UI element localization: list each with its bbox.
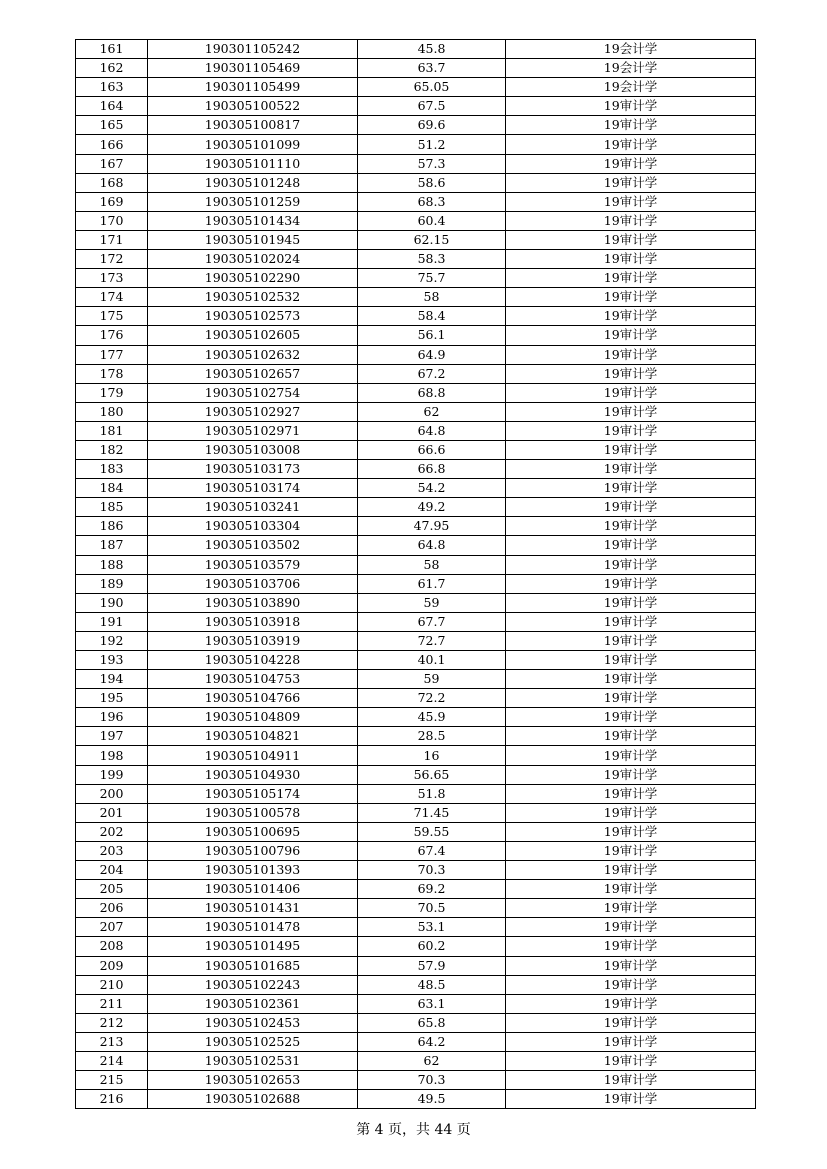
row-number-cell: 211 <box>76 994 148 1013</box>
class-cell: 19审计学 <box>506 536 756 555</box>
table-row <box>76 192 756 211</box>
row-number-cell: 176 <box>76 326 148 345</box>
score-cell: 45.9 <box>358 708 506 727</box>
class-cell: 19审计学 <box>506 192 756 211</box>
row-number-cell: 175 <box>76 307 148 326</box>
row-number-cell: 203 <box>76 841 148 860</box>
student-id-cell: 190305102605 <box>148 326 358 345</box>
score-cell: 70.3 <box>358 1071 506 1090</box>
table-row <box>76 288 756 307</box>
class-cell: 19会计学 <box>506 59 756 78</box>
table-row <box>76 498 756 517</box>
row-number-cell: 165 <box>76 116 148 135</box>
score-cell: 65.05 <box>358 78 506 97</box>
table-row <box>76 1071 756 1090</box>
score-cell: 67.2 <box>358 364 506 383</box>
score-table <box>75 39 756 1109</box>
table-row <box>76 536 756 555</box>
row-number-cell: 162 <box>76 59 148 78</box>
class-cell: 19审计学 <box>506 250 756 269</box>
row-number-cell: 174 <box>76 288 148 307</box>
student-id-cell: 190305102024 <box>148 250 358 269</box>
student-id-cell: 190305101406 <box>148 880 358 899</box>
table-row <box>76 135 756 154</box>
row-number-cell: 185 <box>76 498 148 517</box>
row-number-cell: 161 <box>76 40 148 59</box>
class-cell: 19审计学 <box>506 803 756 822</box>
table-row <box>76 574 756 593</box>
score-cell: 67.4 <box>358 841 506 860</box>
class-cell: 19审计学 <box>506 651 756 670</box>
row-number-cell: 192 <box>76 631 148 650</box>
row-number-cell: 187 <box>76 536 148 555</box>
student-id-cell: 190305101495 <box>148 937 358 956</box>
student-id-cell: 190305100796 <box>148 841 358 860</box>
student-id-cell: 190305102927 <box>148 402 358 421</box>
student-id-cell: 190305102525 <box>148 1032 358 1051</box>
score-cell: 69.2 <box>358 880 506 899</box>
class-cell: 19审计学 <box>506 230 756 249</box>
class-cell: 19审计学 <box>506 765 756 784</box>
table-row <box>76 383 756 402</box>
student-id-cell: 190305102688 <box>148 1090 358 1109</box>
class-cell: 19审计学 <box>506 822 756 841</box>
class-cell: 19审计学 <box>506 612 756 631</box>
class-cell: 19审计学 <box>506 1071 756 1090</box>
table-row <box>76 593 756 612</box>
student-id-cell: 190305104766 <box>148 689 358 708</box>
row-number-cell: 212 <box>76 1013 148 1032</box>
score-cell: 67.7 <box>358 612 506 631</box>
score-cell: 64.9 <box>358 345 506 364</box>
score-cell: 60.2 <box>358 937 506 956</box>
student-id-cell: 190305104809 <box>148 708 358 727</box>
score-cell: 59 <box>358 593 506 612</box>
student-id-cell: 190305104821 <box>148 727 358 746</box>
row-number-cell: 170 <box>76 211 148 230</box>
table-row <box>76 1051 756 1070</box>
student-id-cell: 190305102971 <box>148 421 358 440</box>
score-cell: 49.2 <box>358 498 506 517</box>
student-id-cell: 190305100695 <box>148 822 358 841</box>
score-cell: 65.8 <box>358 1013 506 1032</box>
table-row <box>76 975 756 994</box>
table-row <box>76 211 756 230</box>
score-cell: 47.95 <box>358 517 506 536</box>
row-number-cell: 209 <box>76 956 148 975</box>
score-cell: 45.8 <box>358 40 506 59</box>
student-id-cell: 190305103919 <box>148 631 358 650</box>
row-number-cell: 215 <box>76 1071 148 1090</box>
student-id-cell: 190305102243 <box>148 975 358 994</box>
table-row <box>76 899 756 918</box>
score-cell: 40.1 <box>358 651 506 670</box>
row-number-cell: 168 <box>76 173 148 192</box>
student-id-cell: 190305104753 <box>148 670 358 689</box>
class-cell: 19审计学 <box>506 1032 756 1051</box>
score-cell: 58.3 <box>358 250 506 269</box>
score-cell: 63.1 <box>358 994 506 1013</box>
class-cell: 19审计学 <box>506 937 756 956</box>
score-cell: 51.8 <box>358 784 506 803</box>
class-cell: 19审计学 <box>506 154 756 173</box>
table-row <box>76 345 756 364</box>
score-cell: 70.5 <box>358 899 506 918</box>
class-cell: 19审计学 <box>506 555 756 574</box>
table-row <box>76 173 756 192</box>
student-id-cell: 190305104228 <box>148 651 358 670</box>
row-number-cell: 214 <box>76 1051 148 1070</box>
class-cell: 19审计学 <box>506 956 756 975</box>
row-number-cell: 193 <box>76 651 148 670</box>
student-id-cell: 190301105499 <box>148 78 358 97</box>
student-id-cell: 190305100817 <box>148 116 358 135</box>
row-number-cell: 190 <box>76 593 148 612</box>
student-id-cell: 190305102531 <box>148 1051 358 1070</box>
student-id-cell: 190305103579 <box>148 555 358 574</box>
class-cell: 19审计学 <box>506 383 756 402</box>
table-row <box>76 230 756 249</box>
row-number-cell: 197 <box>76 727 148 746</box>
row-number-cell: 180 <box>76 402 148 421</box>
table-row <box>76 841 756 860</box>
student-id-cell: 190305100522 <box>148 97 358 116</box>
score-cell: 48.5 <box>358 975 506 994</box>
row-number-cell: 169 <box>76 192 148 211</box>
row-number-cell: 164 <box>76 97 148 116</box>
class-cell: 19审计学 <box>506 211 756 230</box>
score-cell: 16 <box>358 746 506 765</box>
score-cell: 68.8 <box>358 383 506 402</box>
class-cell: 19审计学 <box>506 994 756 1013</box>
score-cell: 58.6 <box>358 173 506 192</box>
table-row <box>76 765 756 784</box>
score-cell: 68.3 <box>358 192 506 211</box>
table-row <box>76 784 756 803</box>
score-cell: 56.1 <box>358 326 506 345</box>
class-cell: 19审计学 <box>506 631 756 650</box>
row-number-cell: 186 <box>76 517 148 536</box>
student-id-cell: 190305103241 <box>148 498 358 517</box>
class-cell: 19审计学 <box>506 593 756 612</box>
table-row <box>76 708 756 727</box>
row-number-cell: 182 <box>76 440 148 459</box>
table-row <box>76 326 756 345</box>
row-number-cell: 208 <box>76 937 148 956</box>
score-cell: 56.65 <box>358 765 506 784</box>
table-row <box>76 918 756 937</box>
score-cell: 61.7 <box>358 574 506 593</box>
table-row <box>76 479 756 498</box>
student-id-cell: 190305103890 <box>148 593 358 612</box>
row-number-cell: 173 <box>76 269 148 288</box>
table-row <box>76 651 756 670</box>
row-number-cell: 191 <box>76 612 148 631</box>
score-cell: 60.4 <box>358 211 506 230</box>
row-number-cell: 199 <box>76 765 148 784</box>
student-id-cell: 190305103173 <box>148 460 358 479</box>
student-id-cell: 190305102361 <box>148 994 358 1013</box>
row-number-cell: 210 <box>76 975 148 994</box>
class-cell: 19审计学 <box>506 670 756 689</box>
row-number-cell: 189 <box>76 574 148 593</box>
score-cell: 51.2 <box>358 135 506 154</box>
row-number-cell: 201 <box>76 803 148 822</box>
class-cell: 19审计学 <box>506 689 756 708</box>
table-row <box>76 364 756 383</box>
row-number-cell: 207 <box>76 918 148 937</box>
table-row <box>76 250 756 269</box>
table-row <box>76 307 756 326</box>
row-number-cell: 216 <box>76 1090 148 1109</box>
class-cell: 19审计学 <box>506 708 756 727</box>
table-row <box>76 40 756 59</box>
student-id-cell: 190305104911 <box>148 746 358 765</box>
table-row <box>76 612 756 631</box>
student-id-cell: 190301105469 <box>148 59 358 78</box>
class-cell: 19审计学 <box>506 574 756 593</box>
class-cell: 19审计学 <box>506 460 756 479</box>
score-cell: 62 <box>358 1051 506 1070</box>
page-footer: 第 4 页，共 44 页 <box>356 1122 471 1138</box>
class-cell: 19审计学 <box>506 746 756 765</box>
table-row <box>76 1032 756 1051</box>
table-row <box>76 1090 756 1109</box>
score-cell: 64.8 <box>358 421 506 440</box>
score-cell: 59 <box>358 670 506 689</box>
score-cell: 69.6 <box>358 116 506 135</box>
student-id-cell: 190305104930 <box>148 765 358 784</box>
student-id-cell: 190305101478 <box>148 918 358 937</box>
score-table-body <box>76 40 756 1109</box>
student-id-cell: 190305101685 <box>148 956 358 975</box>
row-number-cell: 188 <box>76 555 148 574</box>
table-row <box>76 803 756 822</box>
row-number-cell: 172 <box>76 250 148 269</box>
table-row <box>76 555 756 574</box>
student-id-cell: 190305102653 <box>148 1071 358 1090</box>
student-id-cell: 190305102453 <box>148 1013 358 1032</box>
row-number-cell: 184 <box>76 479 148 498</box>
class-cell: 19审计学 <box>506 135 756 154</box>
table-row <box>76 994 756 1013</box>
row-number-cell: 198 <box>76 746 148 765</box>
table-row <box>76 97 756 116</box>
student-id-cell: 190305102632 <box>148 345 358 364</box>
table-row <box>76 880 756 899</box>
table-row <box>76 631 756 650</box>
score-cell: 63.7 <box>358 59 506 78</box>
row-number-cell: 205 <box>76 880 148 899</box>
score-cell: 28.5 <box>358 727 506 746</box>
row-number-cell: 183 <box>76 460 148 479</box>
class-cell: 19审计学 <box>506 880 756 899</box>
table-row <box>76 1013 756 1032</box>
table-row <box>76 689 756 708</box>
student-id-cell: 190305101110 <box>148 154 358 173</box>
score-cell: 64.2 <box>358 1032 506 1051</box>
student-id-cell: 190305101248 <box>148 173 358 192</box>
class-cell: 19审计学 <box>506 1013 756 1032</box>
score-cell: 57.9 <box>358 956 506 975</box>
row-number-cell: 202 <box>76 822 148 841</box>
table-row <box>76 402 756 421</box>
class-cell: 19审计学 <box>506 498 756 517</box>
class-cell: 19会计学 <box>506 40 756 59</box>
class-cell: 19审计学 <box>506 479 756 498</box>
student-id-cell: 190305101259 <box>148 192 358 211</box>
table-row <box>76 116 756 135</box>
row-number-cell: 179 <box>76 383 148 402</box>
score-cell: 57.3 <box>358 154 506 173</box>
student-id-cell: 190305101945 <box>148 230 358 249</box>
student-id-cell: 190305102290 <box>148 269 358 288</box>
score-cell: 62.15 <box>358 230 506 249</box>
class-cell: 19审计学 <box>506 288 756 307</box>
student-id-cell: 190301105242 <box>148 40 358 59</box>
score-cell: 58 <box>358 288 506 307</box>
student-id-cell: 190305102754 <box>148 383 358 402</box>
table-row <box>76 861 756 880</box>
class-cell: 19审计学 <box>506 1051 756 1070</box>
score-cell: 66.8 <box>358 460 506 479</box>
row-number-cell: 177 <box>76 345 148 364</box>
class-cell: 19审计学 <box>506 269 756 288</box>
score-cell: 58 <box>358 555 506 574</box>
student-id-cell: 190305100578 <box>148 803 358 822</box>
row-number-cell: 167 <box>76 154 148 173</box>
class-cell: 19审计学 <box>506 421 756 440</box>
student-id-cell: 190305103918 <box>148 612 358 631</box>
score-cell: 72.2 <box>358 689 506 708</box>
class-cell: 19审计学 <box>506 918 756 937</box>
table-row <box>76 421 756 440</box>
class-cell: 19审计学 <box>506 97 756 116</box>
student-id-cell: 190305103174 <box>148 479 358 498</box>
class-cell: 19审计学 <box>506 326 756 345</box>
score-cell: 64.8 <box>358 536 506 555</box>
score-cell: 70.3 <box>358 861 506 880</box>
table-row <box>76 460 756 479</box>
score-cell: 75.7 <box>358 269 506 288</box>
table-row <box>76 822 756 841</box>
student-id-cell: 190305103706 <box>148 574 358 593</box>
student-id-cell: 190305103008 <box>148 440 358 459</box>
student-id-cell: 190305101431 <box>148 899 358 918</box>
table-row <box>76 670 756 689</box>
table-row <box>76 727 756 746</box>
class-cell: 19审计学 <box>506 899 756 918</box>
score-cell: 71.45 <box>358 803 506 822</box>
row-number-cell: 204 <box>76 861 148 880</box>
table-row <box>76 937 756 956</box>
student-id-cell: 190305101099 <box>148 135 358 154</box>
table-row <box>76 956 756 975</box>
row-number-cell: 181 <box>76 421 148 440</box>
class-cell: 19审计学 <box>506 402 756 421</box>
score-cell: 58.4 <box>358 307 506 326</box>
class-cell: 19审计学 <box>506 116 756 135</box>
row-number-cell: 206 <box>76 899 148 918</box>
row-number-cell: 163 <box>76 78 148 97</box>
class-cell: 19审计学 <box>506 345 756 364</box>
class-cell: 19会计学 <box>506 78 756 97</box>
row-number-cell: 166 <box>76 135 148 154</box>
table-row <box>76 154 756 173</box>
score-cell: 72.7 <box>358 631 506 650</box>
class-cell: 19审计学 <box>506 517 756 536</box>
row-number-cell: 178 <box>76 364 148 383</box>
score-cell: 53.1 <box>358 918 506 937</box>
class-cell: 19审计学 <box>506 364 756 383</box>
row-number-cell: 196 <box>76 708 148 727</box>
student-id-cell: 190305103304 <box>148 517 358 536</box>
class-cell: 19审计学 <box>506 440 756 459</box>
student-id-cell: 190305101393 <box>148 861 358 880</box>
table-row <box>76 59 756 78</box>
row-number-cell: 171 <box>76 230 148 249</box>
score-cell: 66.6 <box>358 440 506 459</box>
class-cell: 19审计学 <box>506 841 756 860</box>
student-id-cell: 190305102657 <box>148 364 358 383</box>
class-cell: 19审计学 <box>506 173 756 192</box>
class-cell: 19审计学 <box>506 307 756 326</box>
student-id-cell: 190305103502 <box>148 536 358 555</box>
table-row <box>76 746 756 765</box>
score-cell: 62 <box>358 402 506 421</box>
row-number-cell: 194 <box>76 670 148 689</box>
student-id-cell: 190305102573 <box>148 307 358 326</box>
class-cell: 19审计学 <box>506 784 756 803</box>
score-cell: 67.5 <box>358 97 506 116</box>
row-number-cell: 200 <box>76 784 148 803</box>
row-number-cell: 195 <box>76 689 148 708</box>
table-row <box>76 440 756 459</box>
class-cell: 19审计学 <box>506 975 756 994</box>
score-cell: 59.55 <box>358 822 506 841</box>
class-cell: 19审计学 <box>506 1090 756 1109</box>
score-cell: 54.2 <box>358 479 506 498</box>
table-row <box>76 517 756 536</box>
class-cell: 19审计学 <box>506 727 756 746</box>
row-number-cell: 213 <box>76 1032 148 1051</box>
student-id-cell: 190305101434 <box>148 211 358 230</box>
student-id-cell: 190305102532 <box>148 288 358 307</box>
class-cell: 19审计学 <box>506 861 756 880</box>
table-row <box>76 78 756 97</box>
student-id-cell: 190305105174 <box>148 784 358 803</box>
score-cell: 49.5 <box>358 1090 506 1109</box>
table-row <box>76 269 756 288</box>
